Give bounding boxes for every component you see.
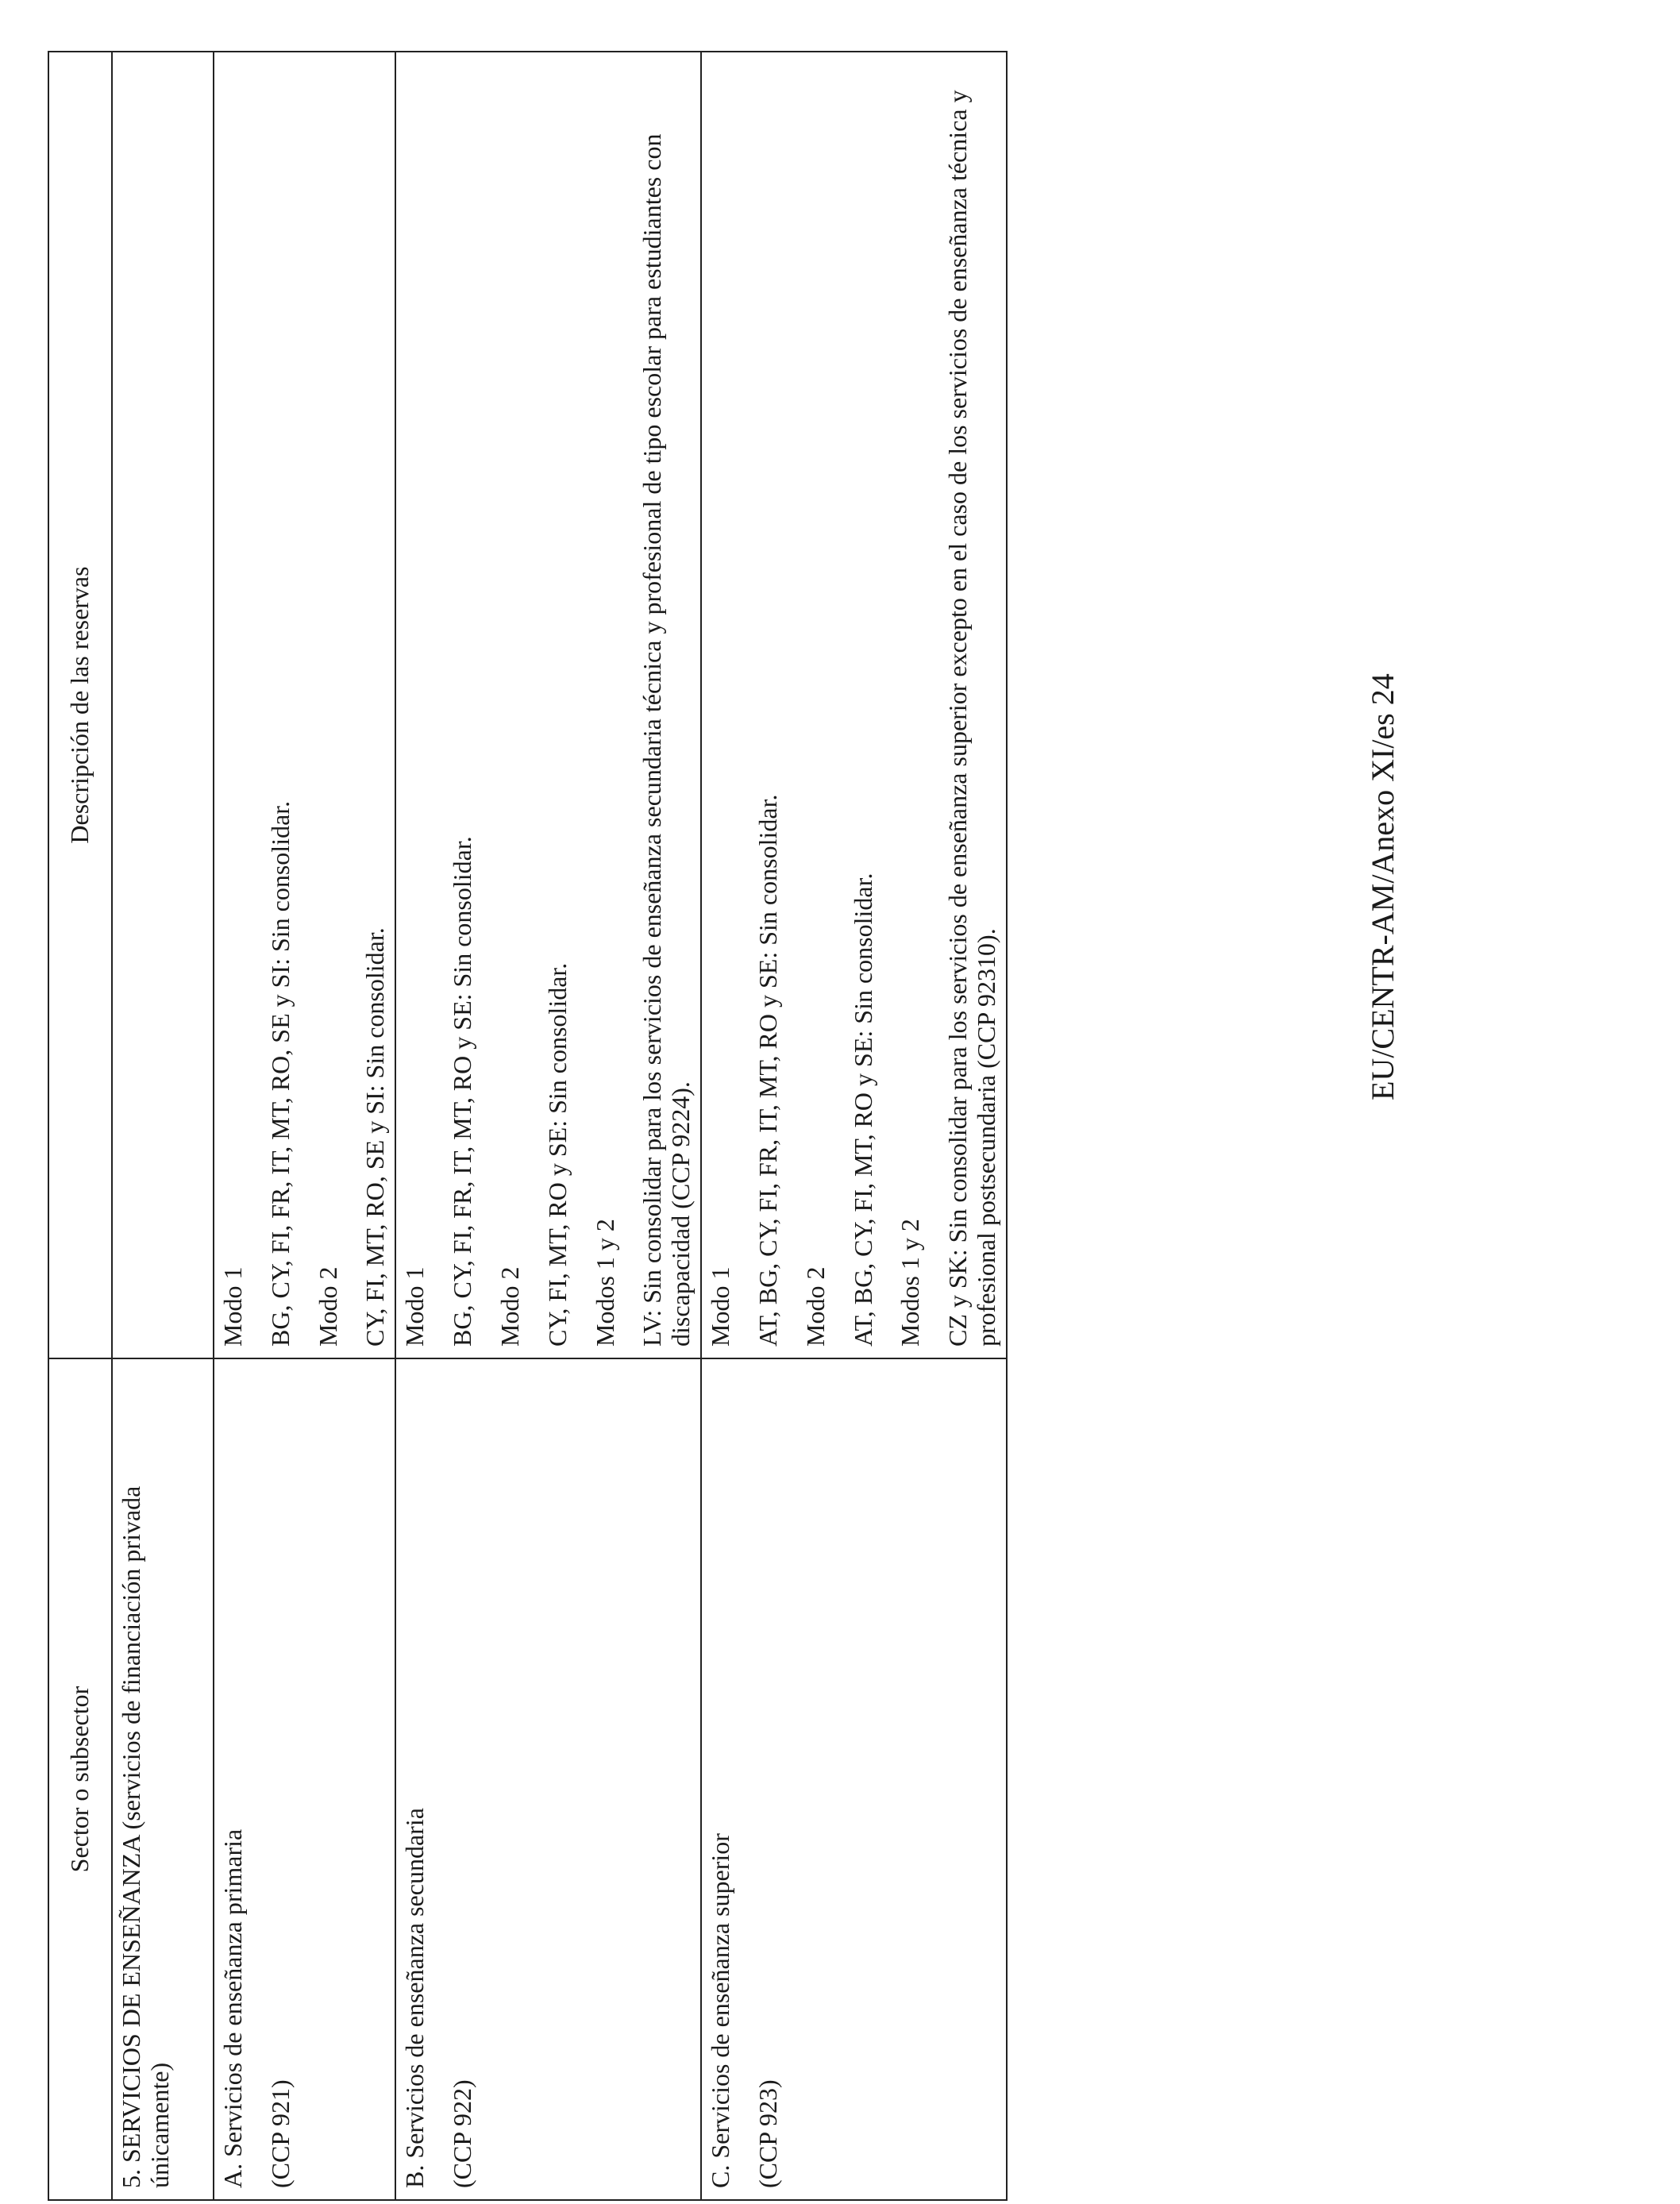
- reservation-line: LV: Sin consolidar para los servicios de enseñanza secundaria técnica y profesional de tipo escolar para estudiantes con discapacidad (CCP 9224).: [638, 133, 696, 1347]
- reservation-line: CZ y SK: Sin consolidar para los servicios de enseñanza superior excepto en el caso de los servicios de enseñanza técnica y profesional postsecundaria (CCP 92310).: [943, 90, 1001, 1347]
- table-row: [701, 52, 1007, 2200]
- description-cell: [395, 52, 701, 1358]
- reservation-line: AT, BG, CY, FI, MT, RO y SE: Sin consolidar.: [848, 873, 877, 1347]
- sector-cell: [395, 1358, 701, 2200]
- reservation-line: AT, BG, CY, FI, FR, IT, MT, RO y SE: Sin consolidar.: [753, 794, 782, 1347]
- table-row: [395, 52, 701, 2200]
- reservation-line: Modos 1 y 2: [590, 1219, 619, 1347]
- rotated-table-page: [48, 52, 1001, 2201]
- reservations-table: [48, 51, 1008, 2201]
- section-title: 5. SERVICIOS DE ENSEÑANZA (servicios de financiación privada únicamente): [112, 1358, 214, 2200]
- reservation-line: Modo 2: [495, 1266, 524, 1347]
- reservation-line: CY, FI, MT, RO, SE y SI: Sin consolidar.: [360, 927, 390, 1347]
- section-title-empty-cell: [112, 52, 214, 1358]
- sector-name: C. Servicios de enseñanza superior: [706, 1833, 735, 2188]
- header-sector: Sector o subsector: [48, 1358, 112, 2200]
- sector-code: (CCP 921): [265, 2079, 295, 2188]
- reservation-line: BG, CY, FI, FR, IT, MT, RO, SE y SI: Sin consolidar.: [265, 800, 295, 1347]
- sector-name: B. Servicios de enseñanza secundaria: [400, 1808, 430, 2188]
- reservation-line: Modo 1: [218, 1266, 247, 1347]
- sector-code: (CCP 923): [753, 2079, 782, 2188]
- reservation-line: CY, FI, MT, RO y SE: Sin consolidar.: [542, 962, 572, 1347]
- sector-name: A. Servicios de enseñanza primaria: [218, 1828, 247, 2188]
- description-cell: [701, 52, 1007, 1358]
- sector-cell: [701, 1358, 1007, 2200]
- section-title-row: [112, 52, 214, 2200]
- reservation-line: Modo 1: [400, 1266, 430, 1347]
- description-cell: [214, 52, 395, 1358]
- sector-code: (CCP 922): [448, 2079, 477, 2188]
- reservation-line: Modo 2: [313, 1266, 342, 1347]
- table-row: [214, 52, 395, 2200]
- reservation-line: Modos 1 y 2: [896, 1219, 925, 1347]
- sector-cell: [214, 1358, 395, 2200]
- reservation-line: Modo 2: [800, 1266, 830, 1347]
- table-header-row: [48, 52, 112, 2200]
- header-description: Descripción de las reservas: [48, 52, 112, 1358]
- reservation-line: BG, CY, FI, FR, IT, MT, RO y SE: Sin consolidar.: [448, 836, 477, 1347]
- reservation-line: Modo 1: [706, 1266, 735, 1347]
- page-footer: EU/CENTR-AM/Anexo XI/es 24: [1365, 673, 1401, 1100]
